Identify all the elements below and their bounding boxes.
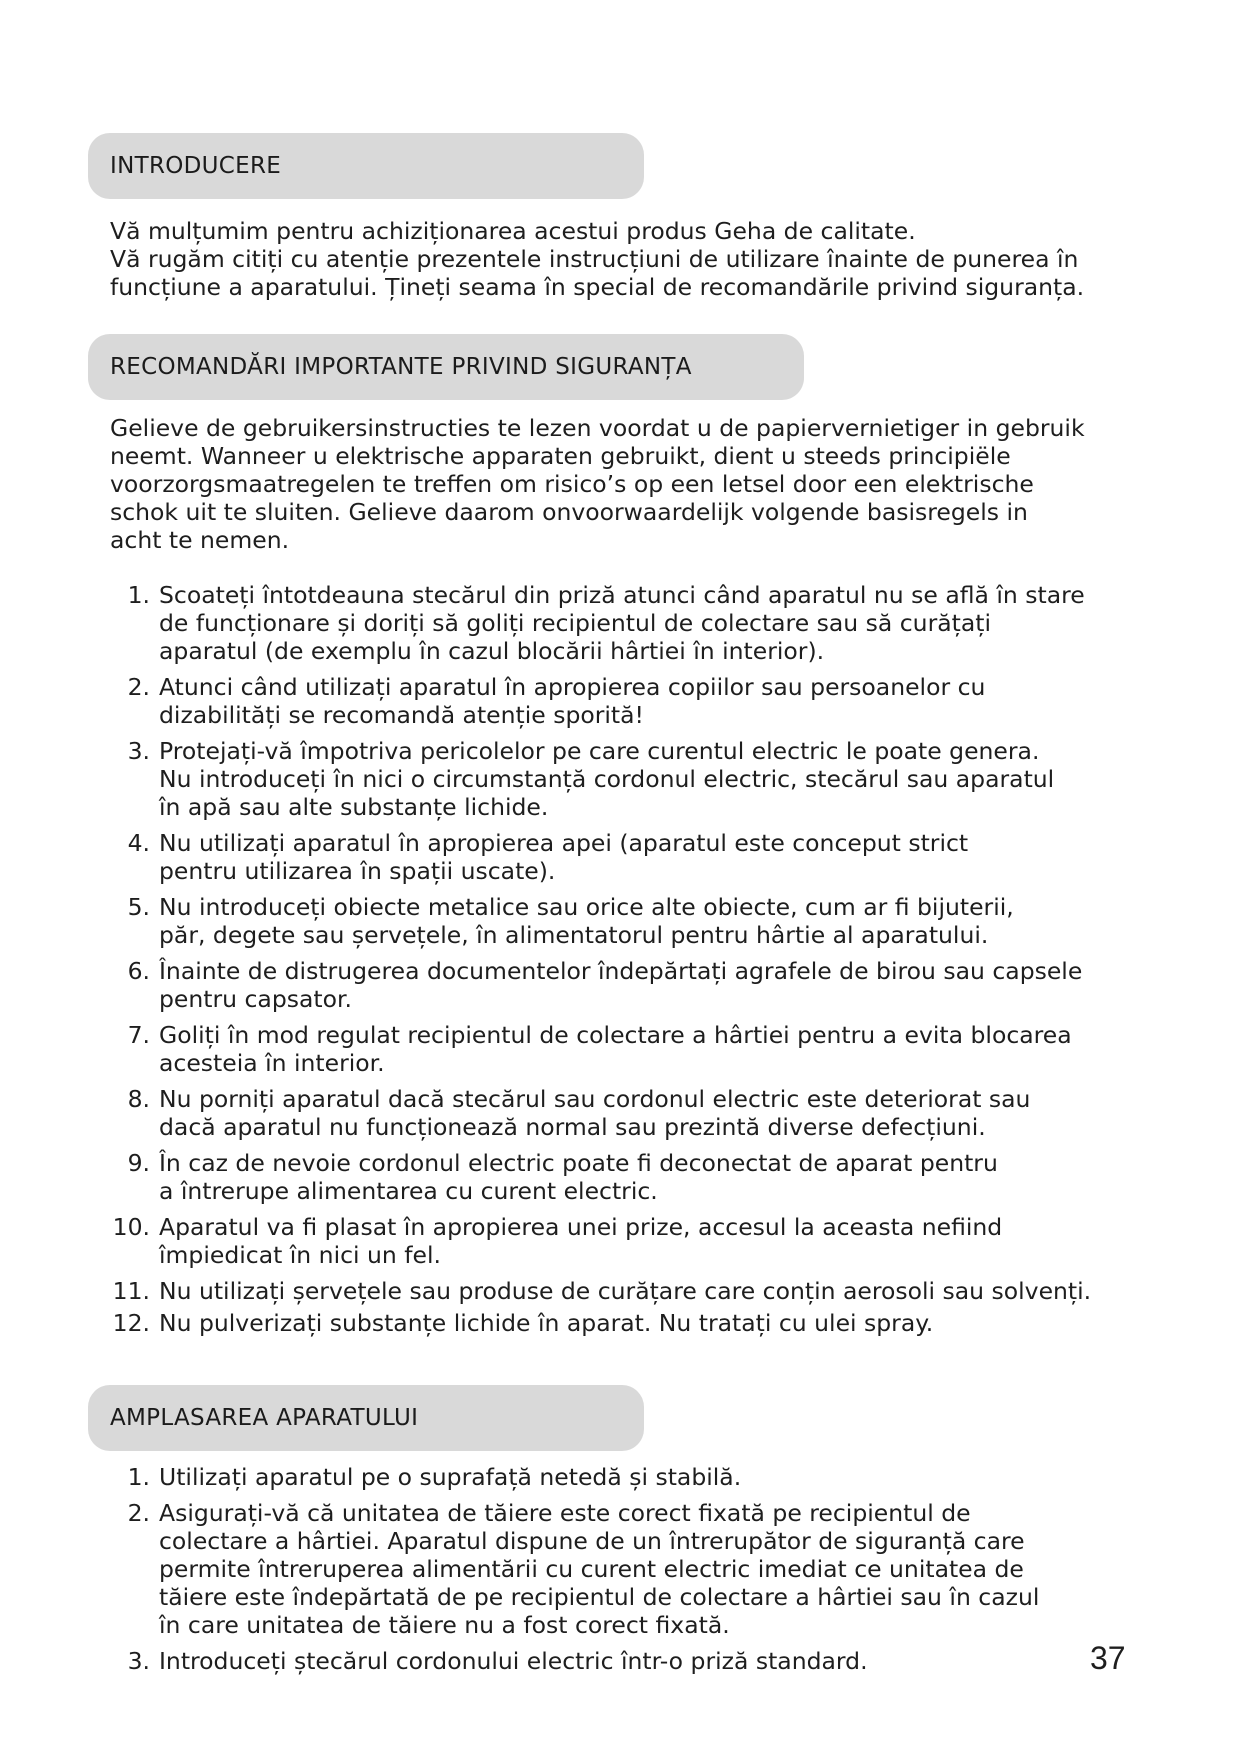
text-line: Protejați-vă împotriva pericolelor pe care curentul electric le poate genera.	[159, 737, 1040, 765]
item-number: 8.	[127, 1085, 150, 1113]
text-line: Vă mulțumim pentru achiziționarea acestui produs Geha de calitate.	[110, 217, 916, 245]
item-number: 1.	[127, 581, 150, 609]
text-line: Nu pulverizați substanțe lichide în aparat. Nu tratați cu ulei spray.	[159, 1309, 934, 1337]
item-number: 5.	[127, 893, 150, 921]
text-line: împiedicat în nici un fel.	[159, 1241, 441, 1269]
item-number: 3.	[127, 737, 150, 765]
item-number: 1.	[127, 1463, 150, 1491]
text-line: colectare a hârtiei. Aparatul dispune de un întrerupător de siguranță care	[159, 1527, 1025, 1555]
text-line: tăiere este îndepărtată de pe recipientul de colectare a hârtiei sau în cazul	[159, 1583, 1040, 1611]
list-item	[0, 893, 1091, 949]
list-item	[0, 1149, 1091, 1205]
text-line: Nu utilizați șervețele sau produse de curățare care conțin aerosoli sau solvenți.	[159, 1277, 1092, 1305]
text-line: Nu introduceți în nici o circumstanță cordonul electric, stecărul sau aparatul	[159, 765, 1055, 793]
text-line: neemt. Wanneer u elektrische apparaten gebruikt, dient u steeds principiële	[110, 442, 1011, 470]
item-number: 9.	[127, 1149, 150, 1177]
list-item	[0, 1463, 1039, 1491]
text-line: acesteia în interior.	[159, 1049, 385, 1077]
heading-text: INTRODUCERE	[110, 153, 282, 179]
item-number: 11.	[112, 1277, 150, 1305]
item-number: 2.	[127, 673, 150, 701]
text-line: Vă rugăm citiți cu atenție prezentele instrucțiuni de utilizare înainte de punerea în	[110, 245, 1079, 273]
text-line: pentru utilizarea în spații uscate).	[159, 857, 556, 885]
item-number: 12.	[112, 1309, 150, 1337]
text-line: voorzorgsmaatregelen te treffen om risico’s op een letsel door een elektrische	[110, 470, 1034, 498]
text-line: dacă aparatul nu funcționează normal sau prezintă diverse defecțiuni.	[159, 1113, 986, 1141]
item-number: 7.	[127, 1021, 150, 1049]
placement-list	[0, 1463, 1039, 1683]
text-line: Atunci când utilizați aparatul în apropierea copiilor sau persoanelor cu	[159, 673, 986, 701]
list-item	[0, 1647, 1039, 1675]
text-line: Introduceți ștecărul cordonului electric într-o priză standard.	[159, 1647, 868, 1675]
text-line: Înainte de distrugerea documentelor îndepărtați agrafele de birou sau capsele	[159, 957, 1083, 985]
text-line: Scoateți întotdeauna stecărul din priză atunci când aparatul nu se află în stare	[159, 581, 1085, 609]
heading-text: RECOMANDĂRI IMPORTANTE PRIVIND SIGURANȚA	[110, 354, 692, 380]
safety-list	[0, 581, 1091, 1341]
list-item	[0, 1021, 1091, 1077]
safety-intro-paragraph	[110, 414, 1150, 554]
item-number: 10.	[112, 1213, 150, 1241]
text-line: Asigurați-vă că unitatea de tăiere este corect fixată pe recipientul de	[159, 1499, 971, 1527]
text-line: funcțiune a aparatului. Țineți seama în special de recomandările privind siguranța.	[110, 273, 1085, 301]
text-line: dizabilități se recomandă atenție sporită!	[159, 701, 644, 729]
text-line: Nu porniți aparatul dacă stecărul sau cordonul electric este deteriorat sau	[159, 1085, 1031, 1113]
list-item	[0, 1277, 1091, 1305]
page-number: 37	[1090, 1640, 1126, 1676]
list-item	[0, 673, 1091, 729]
list-item	[0, 957, 1091, 1013]
item-number: 2.	[127, 1499, 150, 1527]
text-line: păr, degete sau șervețele, în alimentatorul pentru hârtie al aparatului.	[159, 921, 989, 949]
text-line: Nu introduceți obiecte metalice sau orice alte obiecte, cum ar fi bijuterii,	[159, 893, 1014, 921]
text-line: Goliți în mod regulat recipientul de colectare a hârtiei pentru a evita blocarea	[159, 1021, 1072, 1049]
list-item	[0, 581, 1091, 665]
list-item	[0, 737, 1091, 821]
text-line: în care unitatea de tăiere nu a fost corect fixată.	[159, 1611, 730, 1639]
text-line: a întrerupe alimentarea cu curent electric.	[159, 1177, 658, 1205]
heading-introducere	[88, 133, 644, 199]
text-line: pentru capsator.	[159, 985, 352, 1013]
item-number: 4.	[127, 829, 150, 857]
list-item	[0, 1499, 1039, 1639]
heading-text: AMPLASAREA APARATULUI	[110, 1405, 419, 1431]
heading-amplasarea	[88, 1385, 644, 1451]
text-line: permite întreruperea alimentării cu curent electric imediat ce unitatea de	[159, 1555, 1024, 1583]
text-line: În caz de nevoie cordonul electric poate fi deconectat de aparat pentru	[159, 1149, 998, 1177]
intro-paragraph	[110, 217, 1150, 301]
heading-safety	[88, 334, 804, 400]
list-item	[0, 829, 1091, 885]
text-line: Nu utilizați aparatul în apropierea apei (aparatul este conceput strict	[159, 829, 969, 857]
item-number: 6.	[127, 957, 150, 985]
text-line: schok uit te sluiten. Gelieve daarom onvoorwaardelijk volgende basisregels in	[110, 498, 1028, 526]
list-item	[0, 1213, 1091, 1269]
text-line: Gelieve de gebruikersinstructies te lezen voordat u de papiervernietiger in gebruik	[110, 414, 1085, 442]
text-line: Aparatul va fi plasat în apropierea unei prize, accesul la aceasta nefiind	[159, 1213, 1003, 1241]
list-item	[0, 1309, 1091, 1337]
text-line: Utilizați aparatul pe o suprafață netedă și stabilă.	[159, 1463, 742, 1491]
text-line: în apă sau alte substanțe lichide.	[159, 793, 549, 821]
text-line: acht te nemen.	[110, 526, 290, 554]
text-line: de funcționare și doriți să goliți recipientul de colectare sau să curățați	[159, 609, 991, 637]
text-line: aparatul (de exemplu în cazul blocării hârtiei în interior).	[159, 637, 825, 665]
item-number: 3.	[127, 1647, 150, 1675]
list-item	[0, 1085, 1091, 1141]
